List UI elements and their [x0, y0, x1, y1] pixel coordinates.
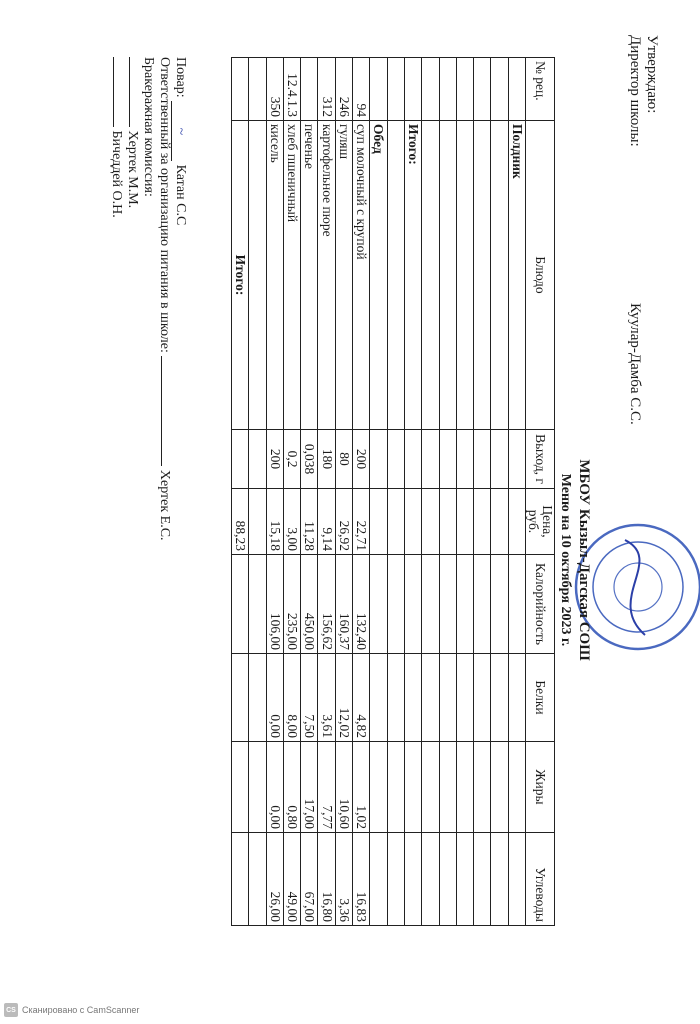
table-header-row: [526, 58, 555, 926]
scanner-text: Сканировано с CamScanner: [22, 1005, 140, 1015]
table-row: 246 гуляш 80 26,92 160,37 12,02 10,60 3,36: [335, 58, 352, 926]
table-row: печенье 0,038 11,28 450,00 7,50 17,00 67,00: [301, 58, 318, 926]
commission-member-1-line: [124, 57, 140, 208]
header-rec: № рец.: [526, 58, 555, 121]
responsible-name: Хертек Е.С.: [157, 469, 172, 541]
commission-member-2-line: [108, 57, 124, 218]
responsible-signature-line: [156, 57, 172, 541]
section-row-snack: [508, 58, 525, 926]
cook-label: Повар:: [173, 57, 188, 98]
cook-signature: ~: [171, 101, 188, 161]
menu-date-title: Меню на 10 октября 2023 г.: [558, 473, 573, 647]
section-row-lunch: [370, 58, 387, 926]
table-row: [439, 58, 456, 926]
table-row: 12.4.1.3 хлеб пшеничный 0,2 3,00 235,00 8,00 0,80 49,00: [283, 58, 300, 926]
menu-table: [231, 57, 555, 926]
responsible-signature: [161, 356, 162, 466]
table-row: 312 картофельное пюре 180 9,14 156,62 3,61 7,77 16,80: [318, 58, 335, 926]
table-row: [249, 58, 266, 926]
approval-block: [626, 35, 660, 425]
section-title-lunch: Обед: [370, 121, 387, 430]
cook-signature-line: [171, 57, 188, 225]
table-row: 350 кисель 200 15,18 106,00 0,00 0,00 26,00: [266, 58, 283, 926]
header-protein: Белки: [526, 654, 555, 742]
grand-total-row: [231, 58, 248, 926]
cook-name: Катан С.С: [173, 164, 188, 226]
approved-label: Утверждаю:: [644, 35, 660, 114]
table-row: [422, 58, 439, 926]
member1-signature: [129, 57, 130, 127]
header-output: Выход, г: [526, 430, 555, 489]
header-calories: Калорийность: [526, 555, 555, 654]
school-title: МБОУ Кызыл-Дагская СОШ: [576, 459, 592, 661]
section-title-snack: Полдник: [508, 121, 525, 430]
header-fat: Жиры: [526, 742, 555, 833]
table-row: [491, 58, 508, 926]
member1-name: Хертек М.М.: [125, 130, 140, 209]
table-row: [456, 58, 473, 926]
grand-total-label: Итого:: [231, 121, 248, 430]
director-label: Директор школы:: [627, 35, 643, 147]
member2-signature: [113, 57, 114, 127]
header-dish: Блюдо: [526, 121, 555, 430]
header-carbs: Углеводы: [526, 833, 555, 926]
table-row: 94 суп молочный с крупой 200 22,71 132,40 4,82 1,02 16,83: [353, 58, 370, 926]
responsible-label: Ответственный за организацию питания в школе:: [157, 57, 172, 353]
scanner-watermark: [4, 1003, 139, 1017]
member2-name: Бичеддей О.Н.: [109, 130, 124, 218]
snack-total-label: Итого:: [404, 121, 421, 430]
header-price: Цена, руб.: [526, 489, 555, 555]
table-row: [474, 58, 491, 926]
snack-total-row: [404, 58, 421, 926]
grand-total-price: 88,23: [231, 489, 248, 555]
director-name: Куулар-Дамба С.С.: [627, 303, 643, 425]
table-row: [387, 58, 404, 926]
commission-label: Бракеражная комиссия:: [141, 57, 156, 197]
camscanner-logo-icon: CS: [4, 1003, 18, 1017]
